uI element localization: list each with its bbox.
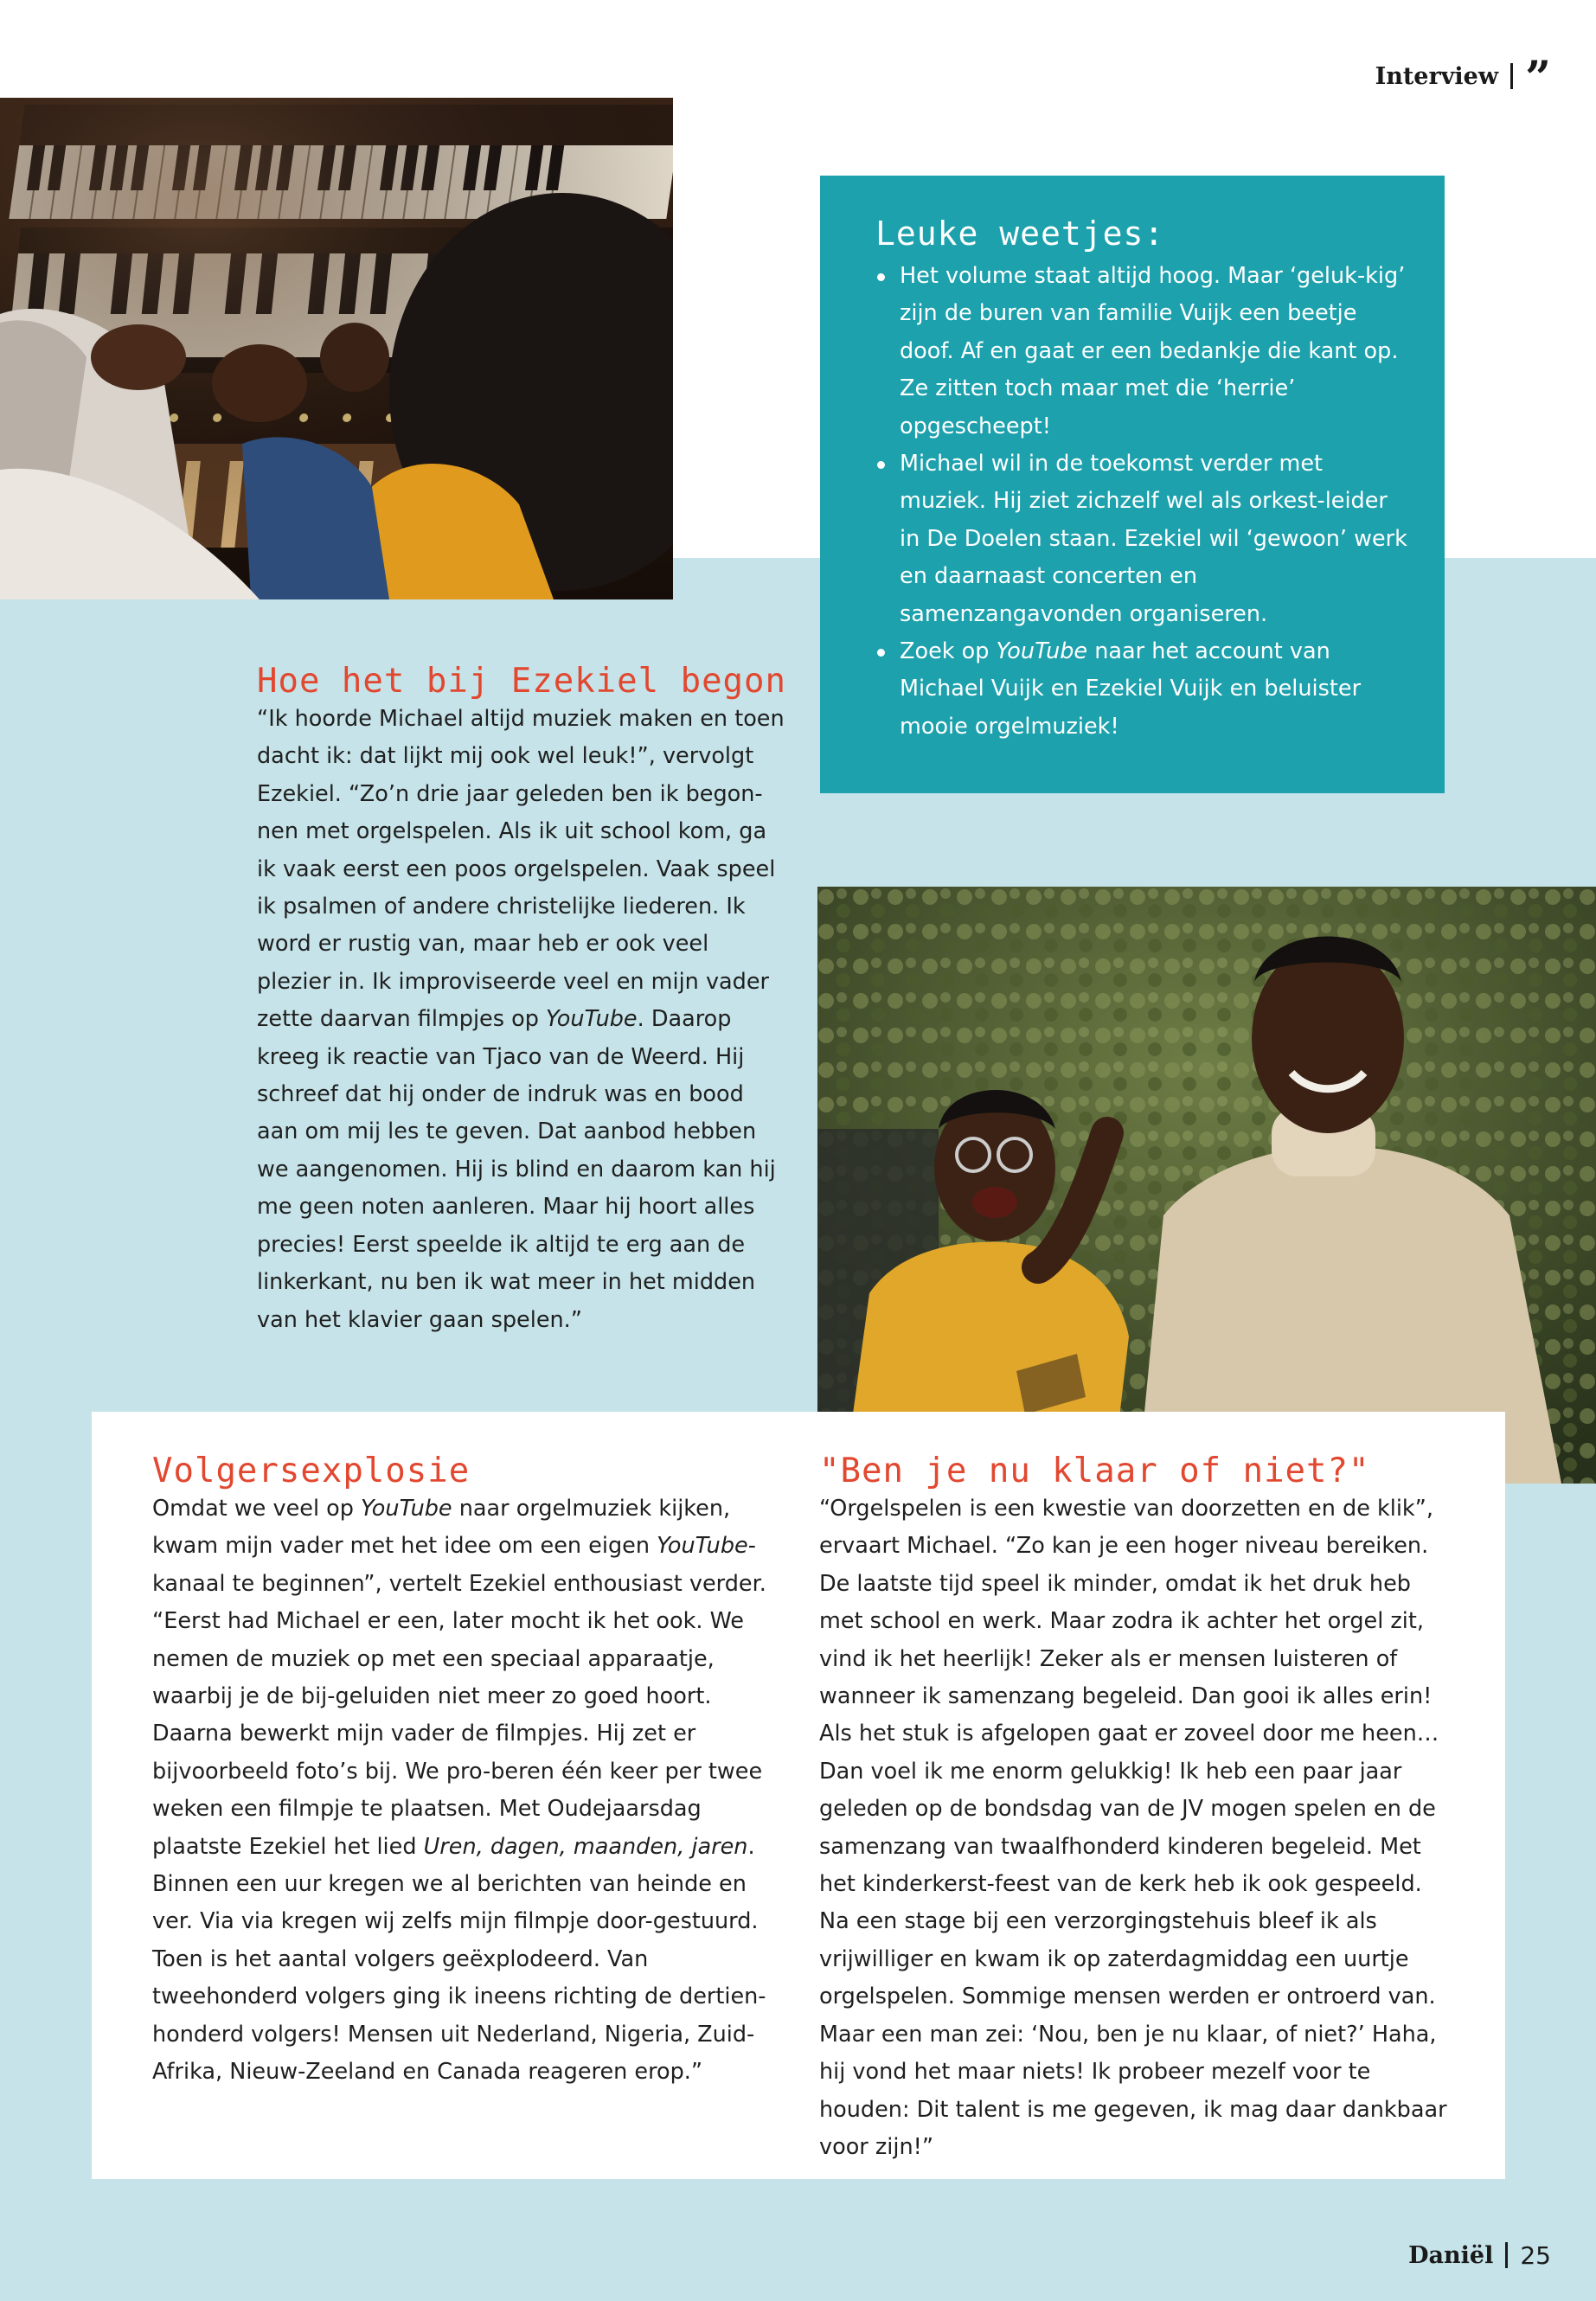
facts-box: [820, 176, 1445, 793]
facts-list: [875, 258, 1410, 746]
body-text-part: Omdat we veel op: [152, 1496, 362, 1522]
page-footer: [1408, 2238, 1551, 2272]
body-text-part: naar orgelmuziek kijken, kwam mijn vader met het idee om een eigen: [152, 1496, 731, 1560]
section-label: Interview: [1375, 62, 1499, 90]
section-ezekiel-begon: [257, 662, 789, 1339]
brothers-photo-illustration: [817, 887, 1596, 1484]
fact-item-1: Het volume staat altijd hoog. Maar ‘geluk-kig’ zijn de buren van familie Vuijk een beetje doof. Af en gaat er een bedankje die kant op. Ze zitten toch maar met die ‘herrie’ opgescheept!: [900, 258, 1410, 445]
footer-divider: [1505, 2242, 1508, 2268]
section-ben-je-nu-klaar: [819, 1452, 1451, 2166]
quote-icon: ”: [1525, 56, 1551, 96]
body-text-part: -kanaal te beginnen”, vertelt Ezekiel enthousiast verder. “Eerst had Michael er een, later mocht ik het ook. We nemen de muziek op met een speciaal apparaatje, waarbij je de bij-geluiden niet meer zo goed hoort. Daarna bewerkt mijn vader de filmpjes. Hij zet er bijvoorbeeld foto’s bij. We pro-beren één keer per twee weken een filmpje te plaatsen. Met Oudejaarsdag plaatste Ezekiel het lied: [152, 1533, 766, 1860]
youtube-italic: YouTube: [546, 1006, 638, 1033]
youtube-italic: YouTube: [657, 1533, 748, 1560]
organ-photo-illustration: [0, 98, 673, 599]
section-heading: "Ben je nu klaar of niet?": [819, 1452, 1370, 1490]
song-title-italic: Uren, dagen, maanden, jaren: [423, 1833, 748, 1860]
fact-item-3: [900, 633, 1410, 746]
section-body: [152, 1490, 784, 2092]
organ-photo: [0, 98, 673, 599]
youtube-italic: YouTube: [361, 1496, 452, 1522]
page-header: [1375, 56, 1551, 96]
fact-item-3-youtube: YouTube: [996, 638, 1088, 665]
magazine-name: Daniël: [1408, 2241, 1494, 2269]
body-text-part: . Daarop kreeg ik reactie van Tjaco van de Weerd. Hij schreef dat hij onder de indruk was en bood aan om mij les te geven. Dat aanbod hebben we aangenomen. Hij is blind en daarom kan hij me geen noten aanleren. Maar hij hoort alles precies! Eerst speelde ik altijd te erg aan de linkerkant, nu ben ik wat meer in het midden van het klavier gaan spelen.”: [257, 1006, 776, 1333]
brothers-photo: [817, 887, 1596, 1484]
fact-item-3-text-b: naar het account van Michael Vuijk en Ezekiel Vuijk en beluister mooie orgelmuziek!: [900, 638, 1362, 740]
page-number: 25: [1520, 2240, 1551, 2270]
section-body: [257, 701, 789, 1339]
facts-title: Leuke weetjes:: [875, 215, 1165, 253]
fact-item-3-text-a: Zoek op: [900, 638, 997, 665]
header-divider: [1510, 63, 1513, 89]
body-text-part: . Binnen een uur kregen we al berichten van heinde en ver. Via via kregen wij zelfs mijn filmpje door-gestuurd. Toen is het aantal volgers geëxplodeerd. Van tweehonderd volgers ging ik ineens richting de dertien-honderd volgers! Mensen uit Nederland, Nigeria, Zuid-Afrika, Nieuw-Zeeland en Canada reageren erop.”: [152, 1833, 766, 2086]
section-volgersexplosie: [152, 1452, 784, 2092]
section-heading: Volgersexplosie: [152, 1452, 471, 1490]
fact-item-2: Michael wil in de toekomst verder met muziek. Hij ziet zichzelf wel als orkest-leider in De Doelen staan. Ezekiel wil ‘gewoon’ werk en daarnaast concerten en samenzangavonden organiseren.: [900, 445, 1410, 633]
section-body: “Orgelspelen is een kwestie van doorzetten en de klik”, ervaart Michael. “Zo kan je een hoger niveau bereiken. De laatste tijd speel ik minder, omdat ik het druk heb met school en werk. Maar zodra ik achter het orgel zit, vind ik het heerlijk! Zeker als er mensen luisteren of wanneer ik samenzang begeleid. Dan gooi ik alles erin! Als het stuk is afgelopen gaat er zoveel door me heen… Dan voel ik me enorm gelukkig! Ik heb een paar jaar geleden op de bondsdag van de JV mogen spelen en de samenzang van twaalfhonderd kinderen begeleid. Met het kinderkerst-feest van de kerk heb ik ook gespeeld. Na een stage bij een verzorgingstehuis bleef ik als vrijwilliger en kwam ik op zaterdagmiddag een uurtje orgelspelen. Sommige mensen werden er ontroerd van. Maar een man zei: ‘Nou, ben je nu klaar, of niet?’ Haha, hij vond het maar niets! Ik probeer mezelf voor te houden: Dit talent is me gegeven, ik mag daar dankbaar voor zijn!”: [819, 1496, 1447, 2160]
section-heading: Hoe het bij Ezekiel begon: [257, 662, 786, 701]
body-text-part: “Ik hoorde Michael altijd muziek maken en toen dacht ik: dat lijkt mij ook wel leuk!”, vervolgt Ezekiel. “Zo’n drie jaar geleden ben ik begon-nen met orgelspelen. Als ik uit school kom, ga ik vaak eerst een poos orgelspelen. Vaak speel ik psalmen of andere christelijke liederen. Ik word er rustig van, maar heb er ook veel plezier in. Ik improviseerde veel en mijn vader zette daarvan filmpjes op: [257, 706, 785, 1033]
